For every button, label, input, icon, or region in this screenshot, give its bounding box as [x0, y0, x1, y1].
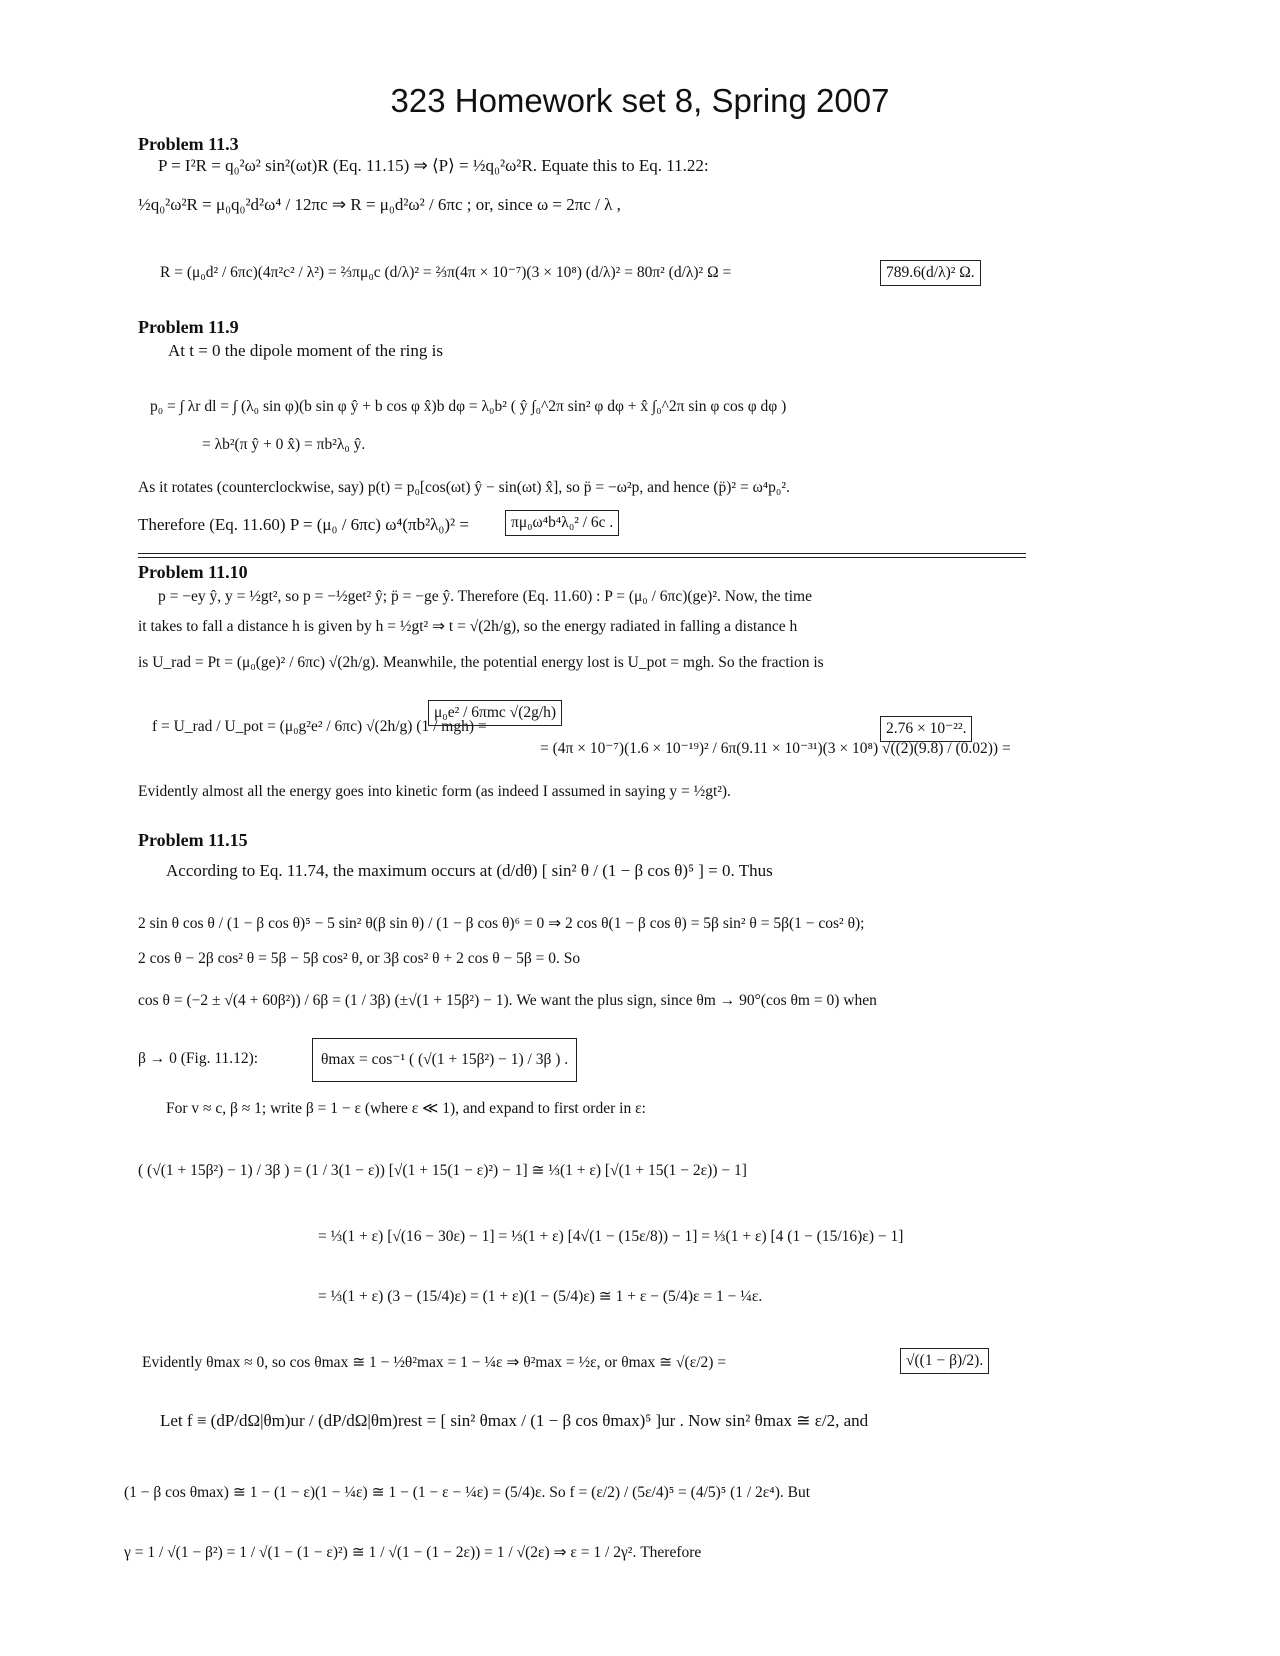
problem-11-15-line: According to Eq. 11.74, the maximum occurs at (d/dθ) [ sin² θ / (1 − β cos θ)⁵ ] = 0. Thus [166, 861, 773, 880]
problem-11-15-line: = ⅓(1 + ε) [√(16 − 30ε) − 1] = ⅓(1 + ε) [4√(1 − (15ε/8)) − 1] = ⅓(1 + ε) [4 (1 − (15/16)ε) − 1] [318, 1228, 904, 1245]
problem-11-9-heading: Problem 11.9 [138, 317, 239, 337]
problem-11-10-boxed-expression: μ₀e² / 6πmc √(2g/h) [428, 700, 562, 726]
problem-11-10-line: = (4π × 10⁻⁷)(1.6 × 10⁻¹⁹)² / 6π(9.11 × 10⁻³¹)(3 × 10⁸) √((2)(9.8) / (0.02)) = [540, 740, 1011, 757]
problem-11-15-line: For v ≈ c, β ≈ 1; write β = 1 − ε (where ε ≪ 1), and expand to first order in ε: [166, 1100, 646, 1117]
problem-11-15-line: β → 0 (Fig. 11.12): [138, 1050, 259, 1067]
problem-11-3-line: R = (μ₀d² / 6πc)(4π²c² / λ²) = ⅔πμ₀c (d/λ)² = ⅔π(4π × 10⁻⁷)(3 × 10⁸) (d/λ)² = 80π² (d/λ)² Ω = [160, 264, 732, 281]
problem-11-15-result: √((1 − β)/2). [900, 1348, 989, 1374]
problem-11-15-line: ( (√(1 + 15β²) − 1) / 3β ) = (1 / 3(1 − ε)) [√(1 + 15(1 − ε)²) − 1] ≅ ⅓(1 + ε) [√(1 + 15(1 − 2ε)) − 1] [138, 1162, 747, 1179]
problem-11-10-line: f = U_rad / U_pot = (μ₀g²e² / 6πc) √(2h/g) (1 / mgh) = [152, 718, 487, 735]
problem-11-10-result: 2.76 × 10⁻²². [880, 716, 972, 742]
problem-11-15-line: 2 sin θ cos θ / (1 − β cos θ)⁵ − 5 sin² θ(β sin θ) / (1 − β cos θ)⁶ = 0 ⇒ 2 cos θ(1 − β cos θ) = 5β sin² θ = 5β(1 − cos² θ); [138, 915, 865, 932]
problem-11-9-line: At t = 0 the dipole moment of the ring is [168, 341, 443, 360]
problem-11-9-line: = λb²(π ŷ + 0 x̂) = πb²λ₀ ŷ. [202, 436, 366, 453]
section-divider [138, 553, 1026, 554]
problem-11-10-line: is U_rad = Pt = (μ₀(ge)² / 6πc) √(2h/g). Meanwhile, the potential energy lost is U_pot = mgh. So the fraction is [138, 654, 824, 671]
problem-11-15-line: Let f ≡ (dP/dΩ|θm)ur / (dP/dΩ|θm)rest = [ sin² θmax / (1 − β cos θmax)⁵ ]ur . Now sin² θmax ≅ ε/2, and [160, 1411, 869, 1430]
problem-11-10-heading: Problem 11.10 [138, 562, 248, 582]
problem-11-3-result: 789.6(d/λ)² Ω. [880, 260, 981, 286]
problem-11-10-line: it takes to fall a distance h is given by h = ½gt² ⇒ t = √(2h/g), so the energy radiated in falling a distance h [138, 618, 798, 635]
problem-11-15-line: 2 cos θ − 2β cos² θ = 5β − 5β cos² θ, or 3β cos² θ + 2 cos θ − 5β = 0. So [138, 950, 581, 967]
problem-11-10-line: p = −ey ŷ, y = ½gt², so p = −½get² ŷ; p̈ = −ge ŷ. Therefore (Eq. 11.60) : P = (μ₀ / 6πc)(ge)². Now, the time [158, 588, 812, 605]
problem-11-9-line: Therefore (Eq. 11.60) P = (μ₀ / 6πc) ω⁴(πb²λ₀)² = [138, 515, 469, 534]
problem-11-3-line: P = I²R = q₀²ω² sin²(ωt)R (Eq. 11.15) ⇒ ⟨P⟩ = ½q₀²ω²R. Equate this to Eq. 11.22: [158, 156, 709, 175]
problem-11-9-result: πμ₀ω⁴b⁴λ₀² / 6c . [505, 510, 619, 536]
problem-11-15-line: γ = 1 / √(1 − β²) = 1 / √(1 − (1 − ε)²) ≅ 1 / √(1 − (1 − 2ε)) = 1 / √(2ε) ⇒ ε = 1 / 2γ². Therefore [124, 1544, 702, 1561]
problem-11-15-line: Evidently θmax ≈ 0, so cos θmax ≅ 1 − ½θ²max = 1 − ¼ε ⇒ θ²max = ½ε, or θmax ≅ √(ε/2) = [142, 1354, 727, 1371]
problem-11-10-line: Evidently almost all the energy goes into kinetic form (as indeed I assumed in saying y = ½gt²). [138, 783, 731, 800]
page-title: 323 Homework set 8, Spring 2007 [390, 82, 890, 119]
problem-11-3-heading: Problem 11.3 [138, 134, 239, 154]
problem-11-3-line: ½q₀²ω²R = μ₀q₀²d²ω⁴ / 12πc ⇒ R = μ₀d²ω² / 6πc ; or, since ω = 2πc / λ , [138, 195, 621, 214]
problem-11-15-line: = ⅓(1 + ε) (3 − (15/4)ε) = (1 + ε)(1 − (5/4)ε) ≅ 1 + ε − (5/4)ε = 1 − ¼ε. [318, 1288, 763, 1305]
problem-11-15-line: (1 − β cos θmax) ≅ 1 − (1 − ε)(1 − ¼ε) ≅ 1 − (1 − ε − ¼ε) = (5/4)ε. So f = (ε/2) / (5ε/4)⁵ = (4/5)⁵ (1 / 2ε⁴). But [124, 1484, 811, 1501]
problem-11-15-line: cos θ = (−2 ± √(4 + 60β²)) / 6β = (1 / 3β) (±√(1 + 15β²) − 1). We want the plus sign, since θm → 90°(cos θm = 0) when [138, 992, 877, 1009]
problem-11-9-line: As it rotates (counterclockwise, say) p(t) = p₀[cos(ωt) ŷ − sin(ωt) x̂], so p̈ = −ω²p, and hence (p̈)² = ω⁴p₀². [138, 479, 790, 496]
problem-11-9-line: p₀ = ∫ λr dl = ∫ (λ₀ sin φ)(b sin φ ŷ + b cos φ x̂)b dφ = λ₀b² ( ŷ ∫₀^2π sin² φ dφ + x̂ ∫₀^2π sin φ cos φ dφ ) [150, 398, 787, 415]
problem-11-15-heading: Problem 11.15 [138, 830, 248, 850]
section-divider [138, 557, 1026, 558]
problem-11-15-boxed-theta-max: θmax = cos⁻¹ ( (√(1 + 15β²) − 1) / 3β ) . [312, 1038, 577, 1082]
